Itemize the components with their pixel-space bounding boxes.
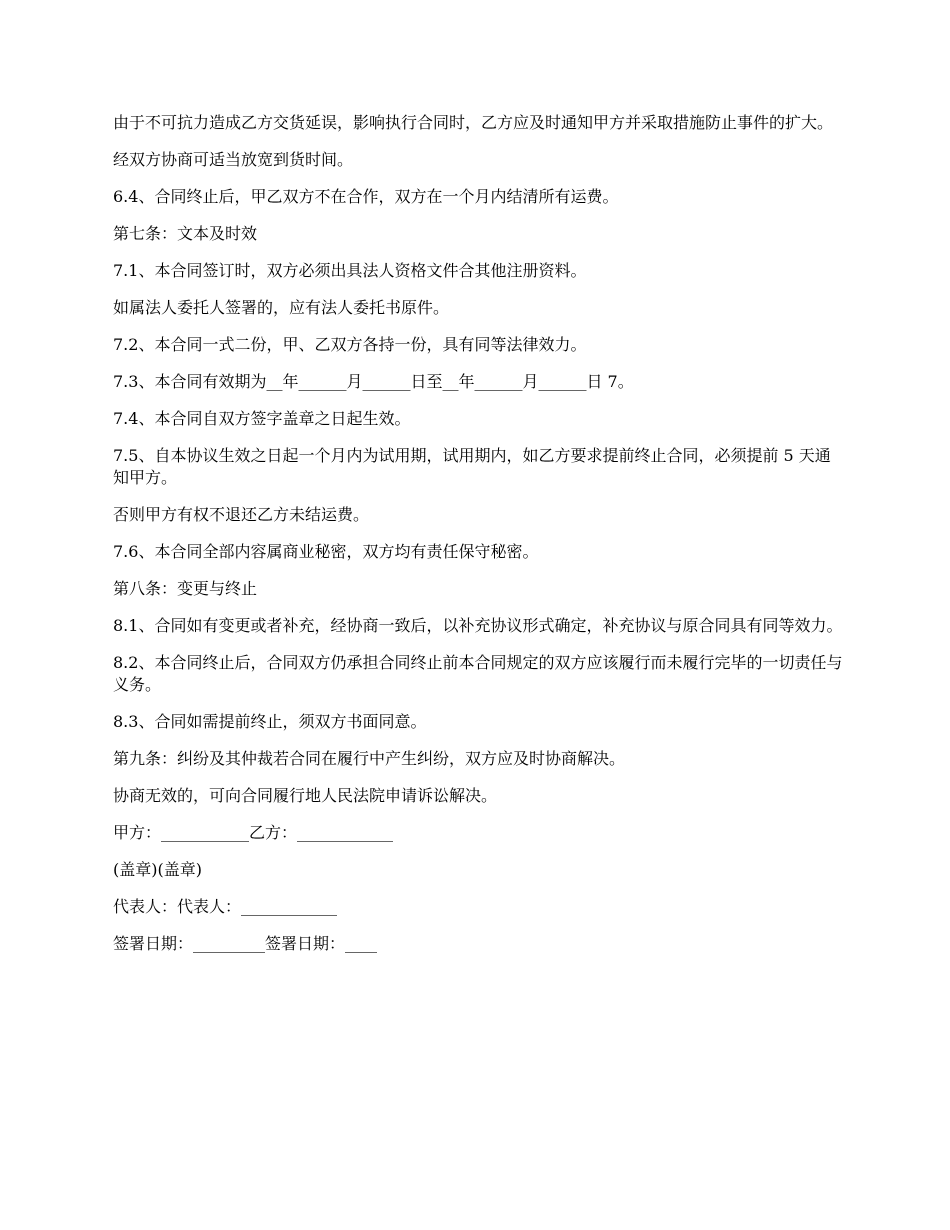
paragraph-litigation: 协商无效的，可向合同履行地人民法院申请诉讼解决。 <box>113 786 498 805</box>
paragraph-force-majeure: 由于不可抗力造成乙方交货延误，影响执行合同时，乙方应及时通知甲方并采取措施防止事件的扩大。 <box>113 113 834 132</box>
heading-article-9: 第九条：纠纷及其仲裁若合同在履行中产生纠纷，双方应及时协商解决。 <box>113 749 626 768</box>
paragraph-clause-7-4: 7.4、本合同自双方签字盖章之日起生效。 <box>113 409 411 428</box>
paragraph-clause-8-2: 8.2、本合同终止后，合同双方仍承担合同终止前本合同规定的双方应该履行而未履行完毕的一切责任与义务。 <box>113 653 843 694</box>
heading-article-7: 第七条：文本及时效 <box>113 224 258 243</box>
heading-article-8: 第八条：变更与终止 <box>113 579 258 598</box>
signature-parties-line: 甲方：___________乙方：____________ <box>113 823 394 842</box>
paragraph-clause-8-1: 8.1、合同如有变更或者补充，经协商一致后，以补充协议形式确定，补充协议与原合同具有同等效力。 <box>113 616 843 635</box>
paragraph-clause-7-1: 7.1、本合同签订时，双方必须出具法人资格文件合其他注册资料。 <box>113 261 587 280</box>
document-page <box>113 112 843 970</box>
paragraph-clause-7-2: 7.2、本合同一式二份，甲、乙双方各持一份，具有同等法律效力。 <box>113 335 587 354</box>
signature-representative-line: 代表人：代表人：____________ <box>113 897 338 916</box>
paragraph-clause-7-6: 7.6、本合同全部内容属商业秘密，双方均有责任保守秘密。 <box>113 542 539 561</box>
paragraph-power-of-attorney: 如属法人委托人签署的，应有法人委托书原件。 <box>113 298 450 317</box>
paragraph-clause-7-5: 7.5、自本协议生效之日起一个月内为试用期，试用期内，如乙方要求提前终止合同，必须提前 5 天通知甲方。 <box>113 446 831 487</box>
paragraph-clause-8-3: 8.3、合同如需提前终止，须双方书面同意。 <box>113 712 427 731</box>
paragraph-unpaid-freight: 否则甲方有权不退还乙方未结运费。 <box>113 505 370 524</box>
signature-seal-line: (盖章)(盖章) <box>113 860 202 879</box>
paragraph-clause-6-4: 6.4、合同终止后，甲乙双方不在合作，双方在一个月内结清所有运费。 <box>113 187 619 206</box>
signature-date-line: 签署日期：_________签署日期：____ <box>113 934 378 953</box>
paragraph-delivery-extension: 经双方协商可适当放宽到货时间。 <box>113 150 354 169</box>
paragraph-clause-7-3: 7.3、本合同有效期为__年______月______日至__年______月______日 7。 <box>113 372 634 391</box>
